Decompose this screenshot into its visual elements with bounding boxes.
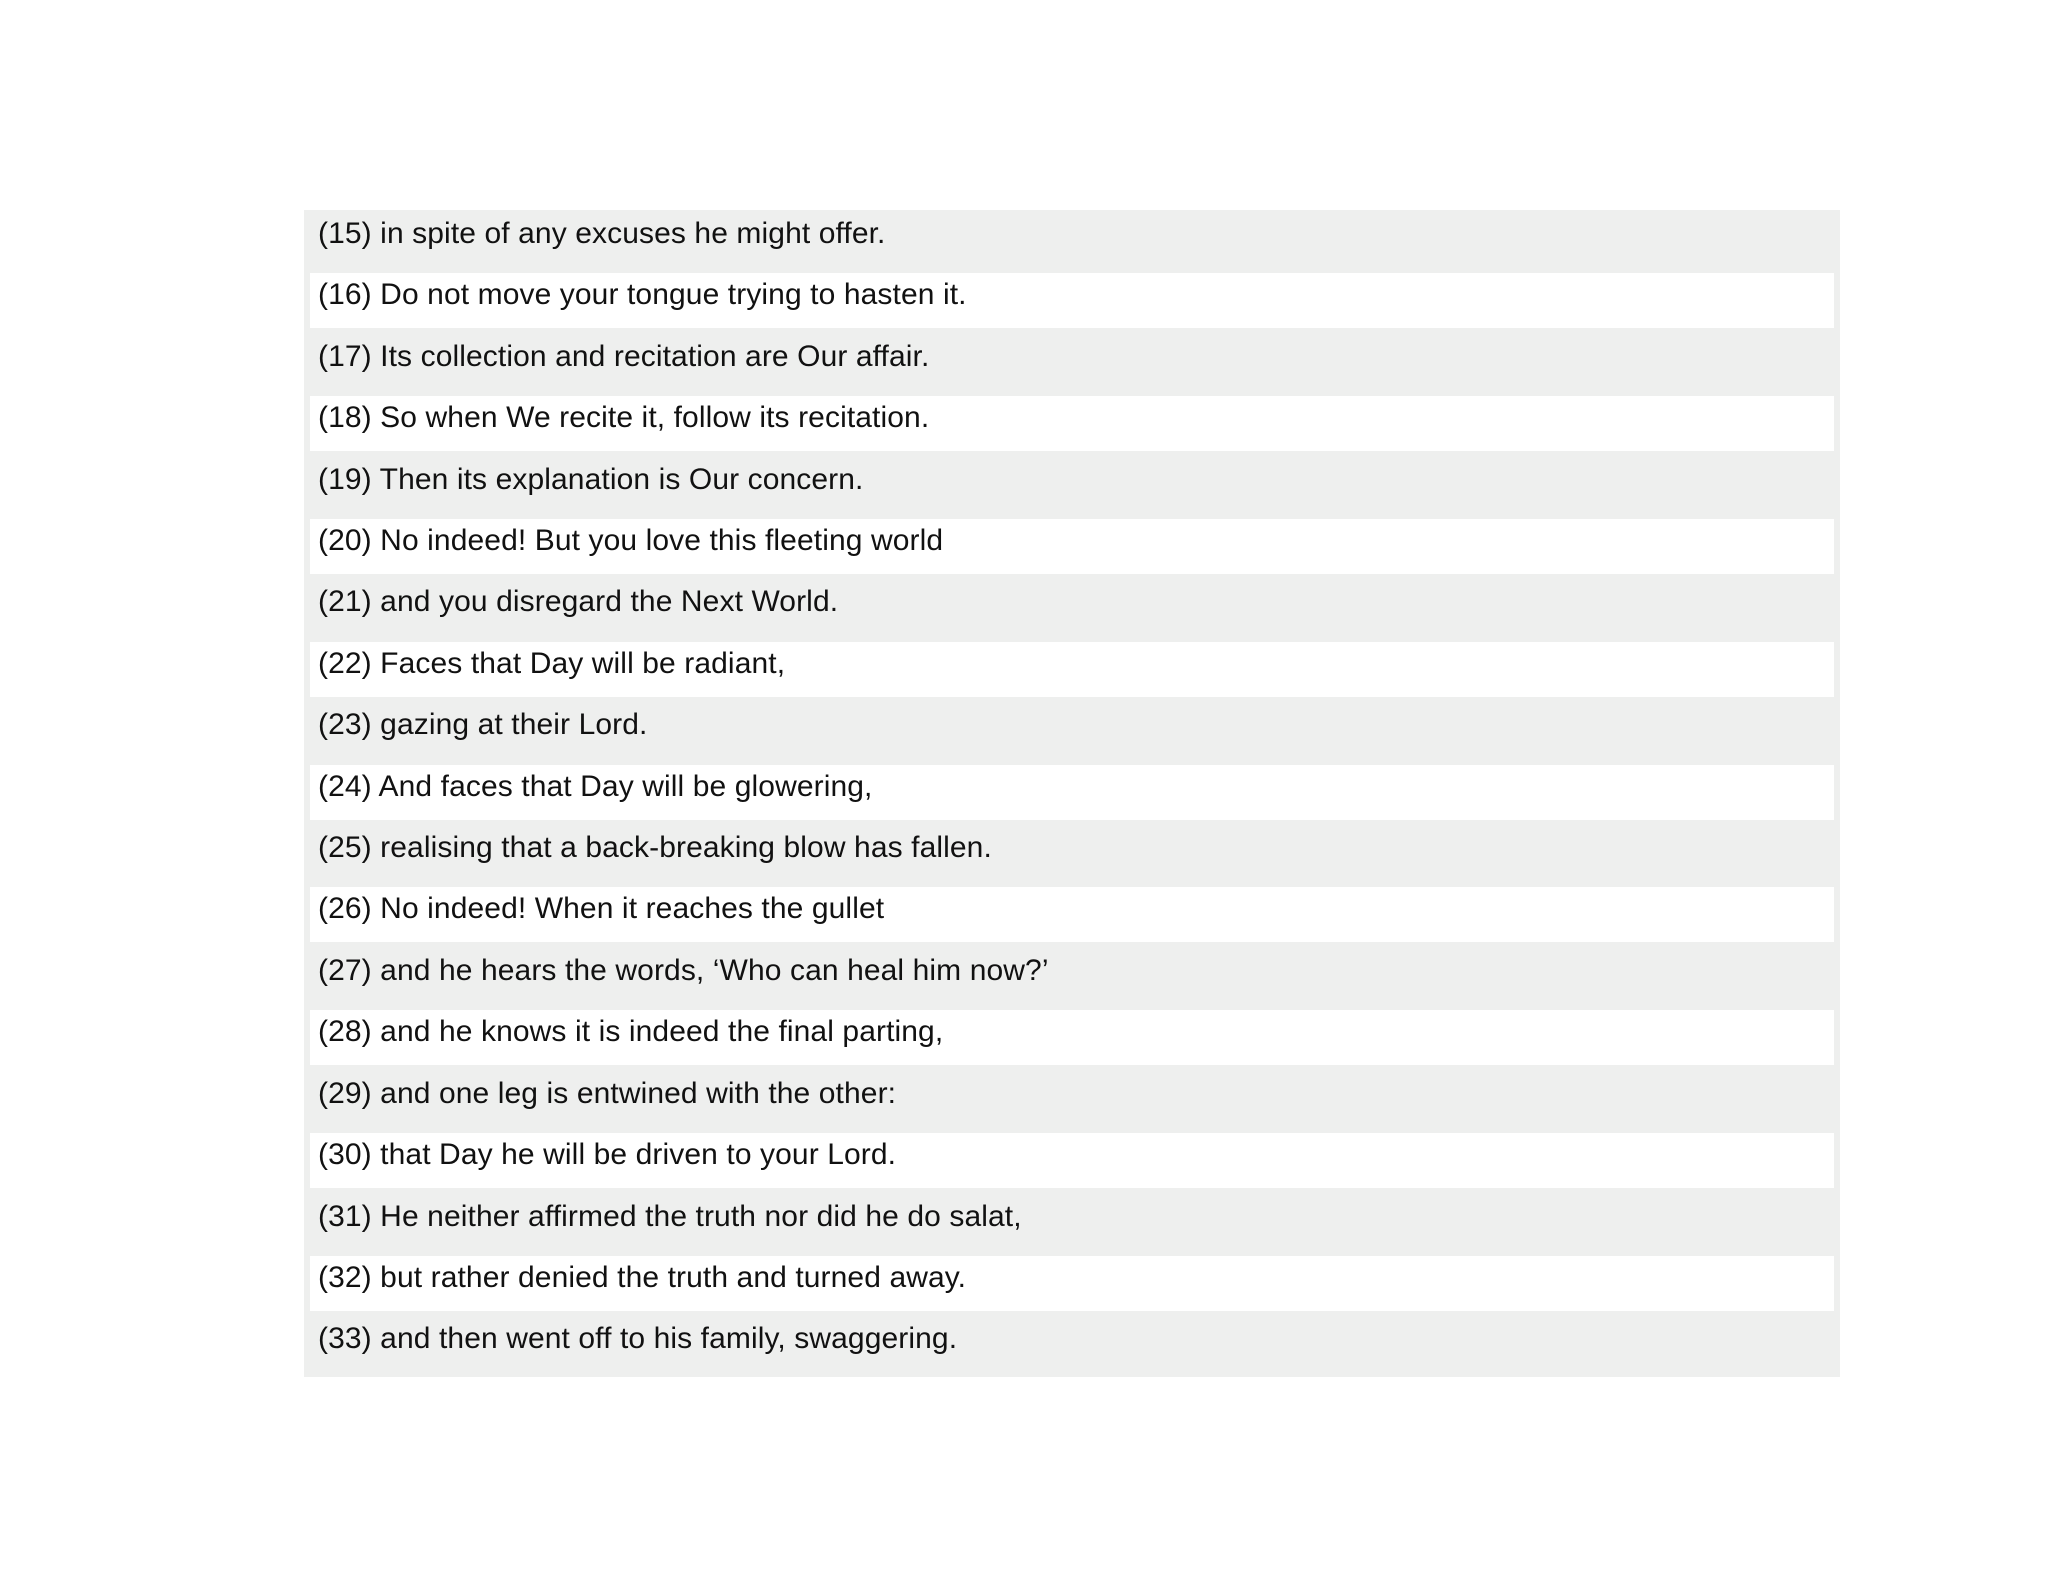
verse-text: (31) He neither affirmed the truth nor did he do salat, — [318, 1199, 1022, 1233]
verse-row-22 — [310, 642, 1834, 697]
verse-row-27 — [310, 947, 1834, 1008]
verse-row-28 — [310, 1010, 1834, 1065]
verse-text: (23) gazing at their Lord. — [318, 708, 648, 742]
verse-text: (16) Do not move your tongue trying to hasten it. — [318, 278, 967, 312]
verse-text: (32) but rather denied the truth and turned away. — [318, 1260, 967, 1294]
verse-row-33 — [310, 1315, 1834, 1376]
verse-row-15 — [310, 210, 1834, 271]
verse-row-29 — [310, 1070, 1834, 1131]
verse-row-20 — [310, 519, 1834, 574]
verse-text: (28) and he knows it is indeed the final parting, — [318, 1015, 944, 1049]
verse-text: (17) Its collection and recitation are Our affair. — [318, 339, 930, 373]
verse-row-31 — [310, 1193, 1834, 1254]
verse-row-16 — [310, 273, 1834, 328]
verse-text: (27) and he hears the words, ‘Who can heal him now?’ — [318, 953, 1049, 987]
verse-row-26 — [310, 887, 1834, 942]
verse-text: (26) No indeed! When it reaches the gullet — [318, 892, 885, 926]
verse-row-23 — [310, 701, 1834, 762]
verse-text: (25) realising that a back-breaking blow has fallen. — [318, 831, 992, 865]
verse-text: (22) Faces that Day will be radiant, — [318, 646, 786, 680]
verse-text: (20) No indeed! But you love this fleeting world — [318, 524, 944, 558]
verse-row-18 — [310, 396, 1834, 451]
verse-row-17 — [310, 333, 1834, 394]
verse-text: (19) Then its explanation is Our concern. — [318, 462, 864, 496]
verse-row-21 — [310, 578, 1834, 639]
verse-row-24 — [310, 765, 1834, 820]
verse-row-19 — [310, 456, 1834, 517]
verse-row-32 — [310, 1256, 1834, 1311]
verse-row-30 — [310, 1133, 1834, 1188]
verse-text: (21) and you disregard the Next World. — [318, 585, 839, 619]
verse-row-25 — [310, 824, 1834, 885]
verse-text: (29) and one leg is entwined with the other: — [318, 1076, 897, 1110]
verse-text: (30) that Day he will be driven to your Lord. — [318, 1138, 897, 1172]
verse-text: (18) So when We recite it, follow its recitation. — [318, 401, 930, 435]
verse-text: (24) And faces that Day will be glowering, — [318, 769, 873, 803]
verse-text: (15) in spite of any excuses he might offer. — [318, 217, 886, 250]
verse-text: (33) and then went off to his family, swaggering. — [318, 1322, 958, 1356]
verse-table — [304, 210, 1840, 1377]
